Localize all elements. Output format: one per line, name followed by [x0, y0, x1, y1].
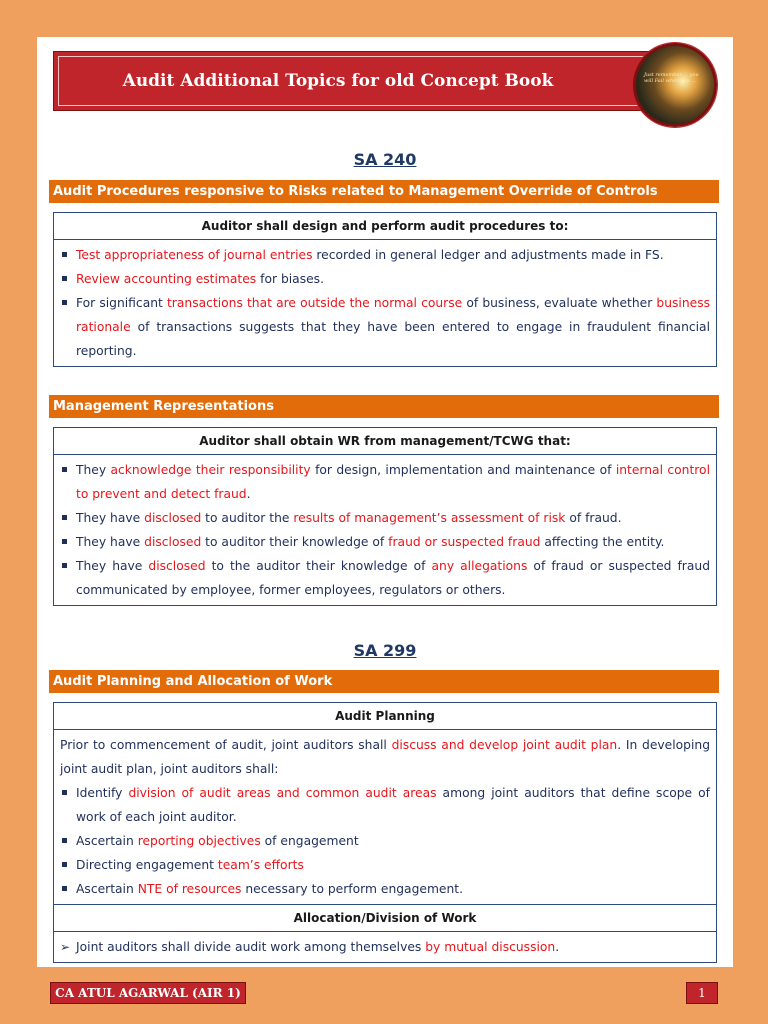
list-item: Review accounting estimates for biases. — [60, 267, 710, 291]
list-item: For significant transactions that are outside the normal course of business, evaluate whether business rationale of transactions suggests that they have been entered to engage in fraudulent financial reporting. — [60, 291, 710, 363]
planning-list — [60, 781, 710, 901]
section-bar-representations: Management Representations — [49, 395, 719, 418]
page-title: Audit Additional Topics for old Concept Book — [122, 71, 554, 91]
list-item: Identify division of audit areas and common audit areas among joint auditors that define scope of work of each joint auditor. — [60, 781, 710, 829]
procedures-list — [60, 243, 710, 363]
footer-page-number: 1 — [686, 982, 718, 1004]
bullet-icon — [62, 252, 67, 257]
box-audit-planning — [53, 702, 717, 963]
box-heading: Auditor shall obtain WR from management/TCWG that: — [54, 428, 716, 455]
bullet-icon — [62, 539, 67, 544]
bullet-icon — [62, 790, 67, 795]
list-item: They have disclosed to auditor the results of management’s assessment of risk of fraud. — [60, 506, 710, 530]
author-logo — [633, 43, 717, 127]
bullet-icon — [62, 515, 67, 520]
list-item: Ascertain reporting objectives of engagement — [60, 829, 710, 853]
list-item: Directing engagement team’s efforts — [60, 853, 710, 877]
list-item: They have disclosed to auditor their knowledge of fraud or suspected fraud affecting the entity. — [60, 530, 710, 554]
arrow-bullet-icon: ➢ — [60, 940, 71, 954]
page — [37, 37, 733, 967]
allocation-list — [60, 935, 710, 959]
list-item: ➢ Joint auditors shall divide audit work among themselves by mutual discussion. — [60, 935, 710, 959]
list-item: Test appropriateness of journal entries recorded in general ledger and adjustments made in FS. — [60, 243, 710, 267]
sa299-heading: SA 299 — [353, 641, 417, 660]
box-subheading: Allocation/Division of Work — [54, 904, 716, 932]
bullet-icon — [62, 563, 67, 568]
list-item: Ascertain NTE of resources necessary to perform engagement. — [60, 877, 710, 901]
section-bar-override: Audit Procedures responsive to Risks related to Management Override of Controls — [49, 180, 719, 203]
logo-script-text: Just remember ... you will Fail when you ... — [644, 72, 699, 84]
bullet-icon — [62, 467, 67, 472]
section-bar-planning: Audit Planning and Allocation of Work — [49, 670, 719, 693]
bullet-icon — [62, 862, 67, 867]
list-item: They have disclosed to the auditor their knowledge of any allegations of fraud or suspected fraud communicated by employee, former employees, regulators or others. — [60, 554, 710, 602]
planning-intro: Prior to commencement of audit, joint auditors shall discuss and develop joint audit plan. In developing joint audit plan, joint auditors shall: — [60, 738, 711, 776]
list-item: They acknowledge their responsibility for design, implementation and maintenance of internal control to prevent and detect fraud. — [60, 458, 710, 506]
box-management-representations — [53, 427, 717, 606]
box-override-procedures — [53, 212, 717, 367]
title-banner — [53, 51, 653, 111]
box-heading: Audit Planning — [54, 703, 716, 730]
bullet-icon — [62, 838, 67, 843]
box-heading: Auditor shall design and perform audit procedures to: — [54, 213, 716, 240]
representations-list — [60, 458, 710, 602]
bullet-icon — [62, 300, 67, 305]
bullet-icon — [62, 886, 67, 891]
sa240-heading: SA 240 — [353, 150, 417, 169]
bullet-icon — [62, 276, 67, 281]
footer-author: CA ATUL AGARWAL (AIR 1) — [50, 982, 246, 1004]
